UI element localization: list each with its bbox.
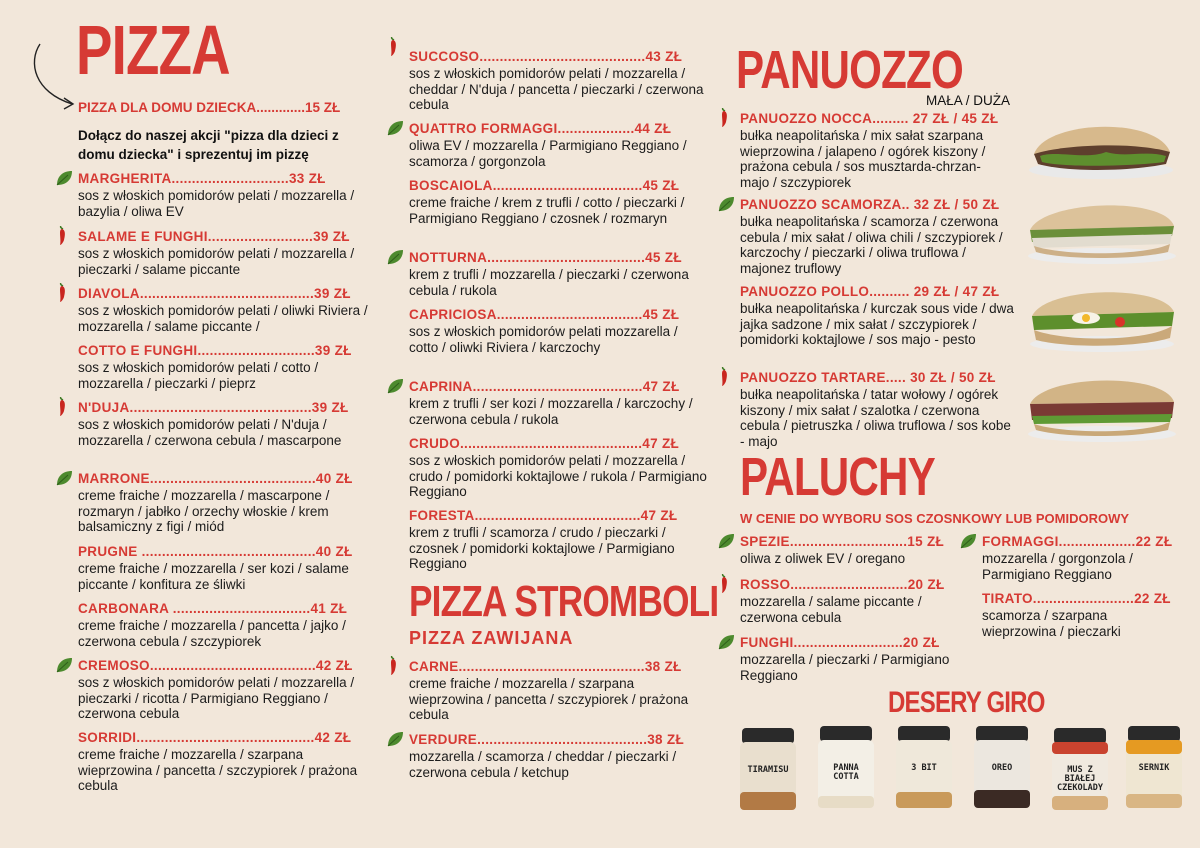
item-desc: mozzarella / salame piccante / czerwona cebula: [740, 594, 922, 625]
item-desc: scamorza / szarpana wieprzowina / pieczarki: [982, 608, 1121, 639]
item-name: COTTO E FUNGHI.............................39 ZŁ: [78, 343, 352, 358]
menu-item-cotto-e-funghi: [78, 343, 378, 391]
item-desc: krem z trufli / mozzarella / pieczarki / czerwona cebula / rukola: [409, 267, 689, 298]
item-name: QUATTRO FORMAGGI...................44 ZŁ: [409, 121, 672, 136]
jar-label: 3 BIT: [911, 763, 937, 773]
stromboli-title: PIZZA STROMBOLI: [409, 577, 719, 626]
item-name: CARNE..............................................38 ZŁ: [409, 659, 682, 674]
jar-label: PANNA COTTA: [833, 763, 859, 782]
item-name: PANUOZZO POLLO.......... 29 ZŁ / 47 ZŁ: [740, 284, 1000, 299]
item-desc: sos z włoskich pomidorów pelati / mozzarella / crudo / pomidorki koktajlowe / rukola / Parmigiano Reggiano: [409, 453, 707, 499]
item-desc: creme fraiche / mozzarella / mascarpone / rozmaryn / jabłko / orzechy włoskie / krem balsamiczny z figi / miód: [78, 488, 330, 534]
item-desc: bułka neapolitańska / scamorza / czerwona cebula / mix sałat / oliwa chili / szczypiorek / karczochy / pieczarki / oliwa truflowa / majonez truflowy: [740, 214, 1003, 276]
item-name: FUNGHI...........................20 ZŁ: [740, 635, 940, 650]
jar-sernik: [1122, 726, 1186, 810]
item-name: CRUDO.............................................47 ZŁ: [409, 436, 680, 451]
item-desc: mozzarella / scamorza / cheddar / pieczarki / czerwona cebula / ketchup: [409, 749, 677, 780]
item-desc: oliwa z oliwek EV / oregano: [740, 551, 906, 566]
item-name: FORMAGGI...................22 ZŁ: [982, 534, 1173, 549]
item-desc: krem z trufli / ser kozi / mozzarella / karczochy / czerwona cebula / rukola: [409, 396, 693, 427]
menu-item-spezie: [740, 534, 955, 567]
chili-icon: [54, 283, 74, 303]
leaf-icon: [54, 468, 74, 488]
menu-item-diavola: [78, 286, 378, 334]
menu-item-carbonara: [78, 601, 378, 649]
jar-label: TIRAMISU: [747, 765, 789, 775]
item-desc: sos z włoskich pomidorów pelati / mozzarella / cheddar / N'duja / pancetta / pieczarki / czerwona cebula: [409, 66, 704, 112]
chili-icon: [385, 37, 405, 57]
jar-label: OREO: [991, 763, 1013, 773]
jar-oreo: [970, 726, 1034, 810]
item-name: PRUGNE ...........................................40 ZŁ: [78, 544, 353, 559]
desery-title: DESERY GIRO: [888, 686, 1045, 719]
jar-tiramisu: [736, 728, 800, 812]
chili-icon: [716, 574, 736, 594]
item-desc: sos z włoskich pomidorów pelati / mozzarella / bazylia / oliwa EV: [78, 188, 355, 219]
item-name: CREMOSO.........................................42 ZŁ: [78, 658, 353, 673]
chili-icon: [716, 367, 736, 387]
menu-item-succoso: [409, 49, 709, 113]
chili-icon: [716, 108, 736, 128]
item-desc: creme fraiche / krem z trufli / cotto / pieczarki / Parmigiano Reggiano / czosnek / rozmaryn: [409, 195, 685, 226]
kids-pizza-line: PIZZA DLA DOMU DZIECKA.............15 ZŁ: [78, 100, 341, 115]
chili-icon: [54, 226, 74, 246]
leaf-icon: [385, 247, 405, 267]
jar-mus: [1048, 728, 1112, 812]
item-name: SORRIDI............................................42 ZŁ: [78, 730, 352, 745]
item-desc: sos z włoskich pomidorów pelati / cotto / mozzarella / pieczarki / pieprz: [78, 360, 319, 391]
item-desc: oliwa EV / mozzarella / Parmigiano Reggiano / scamorza / gorgonzola: [409, 138, 687, 169]
item-desc: mozzarella / gorgonzola / Parmigiano Reggiano: [982, 551, 1133, 582]
item-desc: sos z włoskich pomidorów pelati / N'duja / mozzarella / czerwona cebula / mascarpone: [78, 417, 342, 448]
stromboli-subtitle: PIZZA ZAWIJANA: [409, 628, 574, 648]
item-name: DIAVOLA...........................................39 ZŁ: [78, 286, 351, 301]
jar-3-bit: [892, 726, 956, 810]
menu-item-sorridi: [78, 730, 378, 794]
chili-icon: [385, 656, 405, 676]
menu-item-marrone: [78, 471, 378, 535]
leaf-icon: [716, 632, 736, 652]
menu-item-margherita: [78, 171, 378, 219]
menu-item-cremoso: [78, 658, 378, 722]
leaf-icon: [385, 376, 405, 396]
menu-item-panuozzo-pollo: [740, 284, 1015, 348]
menu-item-foresta: [409, 508, 709, 572]
leaf-icon: [716, 194, 736, 214]
panuozzo-tartare-image: [1024, 372, 1180, 444]
leaf-icon: [54, 655, 74, 675]
panuozzo-scamorza-image: [1024, 194, 1180, 266]
leaf-icon: [716, 531, 736, 551]
panuozzo-title: PANUOZZO: [736, 40, 963, 100]
item-name: PANUOZZO NOCCA......... 27 ZŁ / 45 ZŁ: [740, 111, 999, 126]
item-desc: creme fraiche / mozzarella / pancetta / jajko / czerwona cebula / szczypiorek: [78, 618, 346, 649]
chili-icon: [54, 397, 74, 417]
menu-item-formaggi: [982, 534, 1173, 582]
jar-label: MUS Z BIAŁEJ CZEKOLADY: [1056, 765, 1104, 793]
menu-item-rosso: [740, 577, 955, 625]
item-name: CARBONARA ..................................41 ZŁ: [78, 601, 348, 616]
menu-item-nduja: [78, 400, 378, 448]
item-name: N'DUJA.............................................39 ZŁ: [78, 400, 349, 415]
item-name: ROSSO.............................20 ZŁ: [740, 577, 945, 592]
item-name: PANUOZZO TARTARE..... 30 ZŁ / 50 ZŁ: [740, 370, 996, 385]
item-desc: sos z włoskich pomidorów pelati / mozzarella / pieczarki / salame piccante: [78, 246, 355, 277]
jar-panna-cotta: [814, 726, 878, 810]
item-desc: bułka neapolitańska / kurczak sous vide / dwa jajka sadzone / mix sałat / szczypiorek / pomidorki koktajlowe / sos majo - pesto: [740, 301, 1014, 347]
item-name: SPEZIE.............................15 ZŁ: [740, 534, 945, 549]
item-name: FORESTA.........................................47 ZŁ: [409, 508, 678, 523]
menu-item-caprina: [409, 379, 709, 427]
menu-item-panuozzo-scamorza: [740, 197, 1015, 276]
item-name: SUCCOSO.........................................43 ZŁ: [409, 49, 683, 64]
item-desc: bułka neapolitańska / mix sałat szarpana wieprzowina / jalapeno / ogórek kiszony / prażona cebula / sos musztarda-chrzan-majo / szczypiorek: [740, 128, 986, 190]
menu-item-funghi: [740, 635, 955, 683]
item-desc: creme fraiche / mozzarella / ser kozi / salame piccante / konfitura ze śliwki: [78, 561, 349, 592]
item-desc: mozzarella / pieczarki / Parmigiano Reggiano: [740, 652, 950, 683]
menu-item-capriciosa: [409, 307, 709, 355]
menu-item-panuozzo-tartare: [740, 370, 1015, 449]
paluchy-note: W CENIE DO WYBORU SOS CZOSNKOWY LUB POMIDOROWY: [740, 511, 1130, 526]
menu-item-prugne: [78, 544, 378, 592]
item-desc: sos z włoskich pomidorów pelati / oliwki Riviera / mozzarella / salame piccante /: [78, 303, 368, 334]
panuozzo-nocca-image: [1026, 112, 1176, 180]
leaf-icon: [958, 531, 978, 551]
pizza-title: PIZZA: [76, 11, 230, 89]
item-name: BOSCAIOLA.....................................45 ZŁ: [409, 178, 680, 193]
item-name: NOTTURNA.......................................45 ZŁ: [409, 250, 682, 265]
charity-intro: Dołącz do naszej akcji "pizza dla dzieci z domu dziecka" i sprezentuj im pizzę: [78, 128, 339, 162]
item-desc: creme fraiche / mozzarella / szarpana wieprzowina / pancetta / szczypiorek / prażona cebula: [78, 747, 358, 793]
menu-item-carne: [409, 659, 709, 723]
item-name: CAPRINA..........................................47 ZŁ: [409, 379, 680, 394]
item-name: CAPRICIOSA....................................45 ZŁ: [409, 307, 680, 322]
item-name: VERDURE..........................................38 ZŁ: [409, 732, 684, 747]
item-desc: creme fraiche / mozzarella / szarpana wieprzowina / pancetta / szczypiorek / prażona cebula: [409, 676, 689, 722]
item-desc: sos z włoskich pomidorów pelati mozzarella / cotto / oliwki Riviera / karczochy: [409, 324, 678, 355]
menu-item-notturna: [409, 250, 709, 298]
menu-item-quattro-formaggi: [409, 121, 709, 169]
item-name: PANUOZZO SCAMORZA.. 32 ZŁ / 50 ZŁ: [740, 197, 1000, 212]
item-desc: sos z włoskich pomidorów pelati / mozzarella / pieczarki / ricotta / Parmigiano Reggiano / czerwona cebula: [78, 675, 355, 721]
menu-item-verdure: [409, 732, 709, 780]
size-label: MAŁA / DUŻA: [926, 93, 1011, 108]
item-desc: bułka neapolitańska / tatar wołowy / ogórek kiszony / mix sałat / szalotka / czerwona cebula / pietruszka / oliwa truflowa / sos kobe - majo: [740, 387, 1011, 449]
item-name: SALAME E FUNGHI..........................39 ZŁ: [78, 229, 350, 244]
menu-item-boscaiola: [409, 178, 709, 226]
menu-item-tirato: [982, 591, 1171, 639]
item-name: TIRATO.........................22 ZŁ: [982, 591, 1171, 606]
item-name: MARGHERITA.............................33 ZŁ: [78, 171, 326, 186]
leaf-icon: [385, 729, 405, 749]
item-desc: krem z trufli / scamorza / crudo / pieczarki / czosnek / pomidorki koktajlowe / Parmigiano Reggiano: [409, 525, 675, 571]
arrow-icon: [28, 42, 80, 114]
menu-item-panuozzo-nocca: [740, 111, 1010, 190]
leaf-icon: [385, 118, 405, 138]
jar-label: SERNIK: [1138, 763, 1170, 773]
item-name: MARRONE.........................................40 ZŁ: [78, 471, 353, 486]
leaf-icon: [54, 168, 74, 188]
panuozzo-pollo-image: [1026, 282, 1178, 354]
menu-item-crudo: [409, 436, 709, 500]
menu-item-salame-e-funghi: [78, 229, 378, 277]
paluchy-title: PALUCHY: [740, 447, 936, 507]
